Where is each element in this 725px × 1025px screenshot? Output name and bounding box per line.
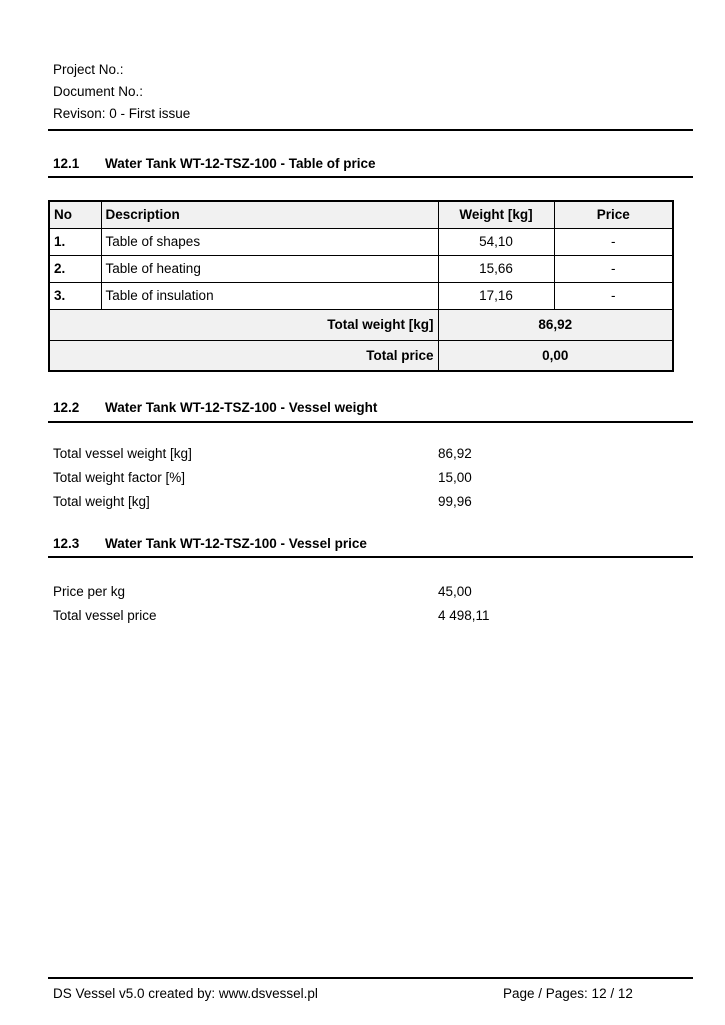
column-header-price: Price <box>554 201 673 228</box>
table-header-row <box>49 201 673 228</box>
document-meta <box>53 62 190 128</box>
column-header-description: Description <box>101 201 438 228</box>
kv-label: Total vessel weight [kg] <box>53 446 192 461</box>
kv-value: 99,96 <box>438 494 472 509</box>
section-12-3-divider <box>48 556 693 558</box>
table-row <box>49 282 673 309</box>
row-weight: 17,16 <box>438 282 554 309</box>
price-table <box>48 200 674 372</box>
footer-page-info: Page / Pages: 12 / 12 <box>503 986 633 1001</box>
row-price: - <box>554 255 673 282</box>
document-no-label: Document No.: <box>53 84 144 99</box>
section-title: Water Tank WT-12-TSZ-100 - Vessel weight <box>105 400 378 415</box>
row-description: Table of shapes <box>101 228 438 255</box>
table-row <box>49 255 673 282</box>
table-row <box>49 228 673 255</box>
row-description: Table of insulation <box>101 282 438 309</box>
kv-label: Total weight factor [%] <box>53 470 186 485</box>
section-12-2-divider <box>48 421 693 423</box>
footer-divider <box>48 977 693 979</box>
total-weight-value: 86,92 <box>438 309 673 340</box>
section-number: 12.3 <box>53 536 80 551</box>
total-price-row <box>49 340 673 371</box>
total-weight-row <box>49 309 673 340</box>
section-title: Water Tank WT-12-TSZ-100 - Table of price <box>105 156 376 171</box>
section-number: 12.2 <box>53 400 80 415</box>
kv-label: Price per kg <box>53 584 126 599</box>
kv-label: Total vessel price <box>53 608 157 623</box>
row-no: 2. <box>49 255 101 282</box>
total-price-label: Total price <box>49 340 438 371</box>
project-no-label: Project No.: <box>53 62 124 77</box>
section-title: Water Tank WT-12-TSZ-100 - Vessel price <box>105 536 367 551</box>
section-12-1-divider <box>48 176 693 178</box>
kv-value: 4 498,11 <box>438 608 490 623</box>
kv-value: 15,00 <box>438 470 472 485</box>
kv-value: 86,92 <box>438 446 472 461</box>
row-no: 3. <box>49 282 101 309</box>
total-price-value: 0,00 <box>438 340 673 371</box>
header-divider <box>48 129 693 131</box>
column-header-no: No <box>49 201 101 228</box>
column-header-weight: Weight [kg] <box>438 201 554 228</box>
footer-app-info: DS Vessel v5.0 created by: www.dsvessel.pl <box>53 986 318 1001</box>
row-price: - <box>554 282 673 309</box>
row-price: - <box>554 228 673 255</box>
total-weight-label: Total weight [kg] <box>49 309 438 340</box>
kv-value: 45,00 <box>438 584 472 599</box>
row-description: Table of heating <box>101 255 438 282</box>
revision-label: Revison: 0 - First issue <box>53 106 191 121</box>
section-number: 12.1 <box>53 156 80 171</box>
row-weight: 54,10 <box>438 228 554 255</box>
row-weight: 15,66 <box>438 255 554 282</box>
row-no: 1. <box>49 228 101 255</box>
kv-label: Total weight [kg] <box>53 494 150 509</box>
